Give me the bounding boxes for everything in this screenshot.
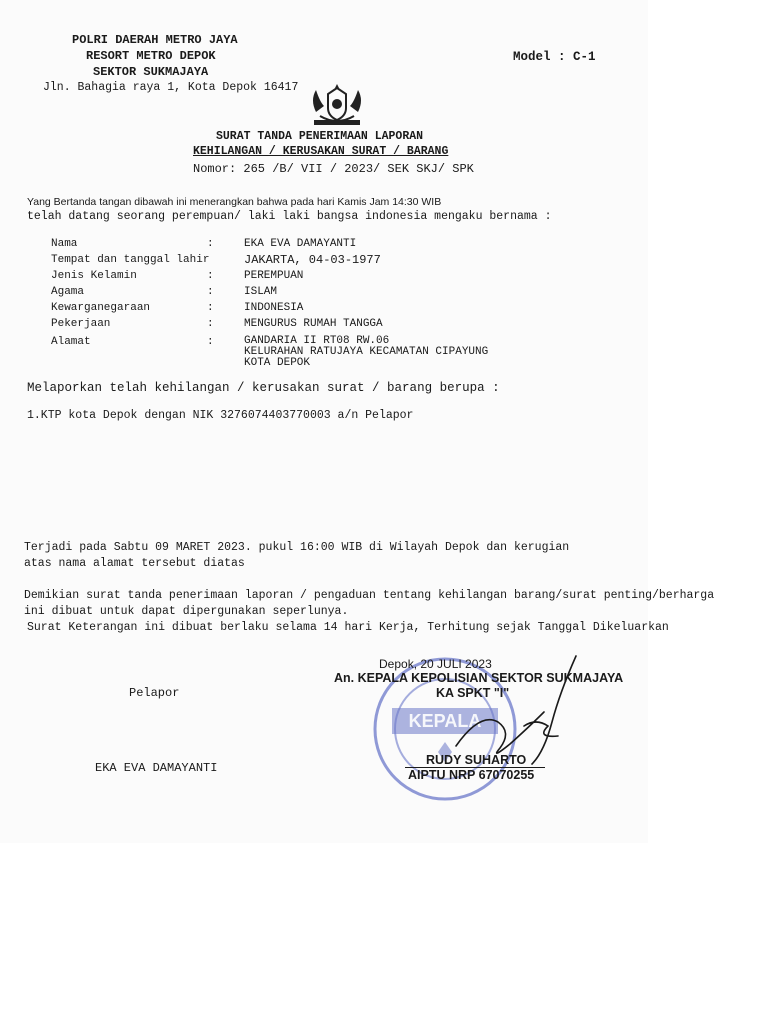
label-gender: Jenis Kelamin — [51, 270, 137, 282]
stamp-label: KEPALA — [408, 711, 482, 731]
report-item-1: 1.KTP kota Depok dengan NIK 3276074403770003 a/n Pelapor — [27, 409, 414, 422]
reporter-label: Pelapor — [129, 686, 180, 700]
label-birth: Tempat dan tanggal lahir — [51, 254, 210, 266]
doc-number: Nomor: 265 /B/ VII / 2023/ SEK SKJ/ SPK — [193, 162, 474, 176]
event-line-2: atas nama alamat tersebut diatas — [24, 557, 245, 570]
value-name: EKA EVA DAMAYANTI — [244, 238, 357, 250]
value-address-line-2: KELURAHAN RATUJAYA KECAMATAN CIPAYUNG — [244, 346, 489, 358]
colon: : — [207, 270, 214, 282]
label-nationality: Kewarganegaraan — [51, 302, 151, 314]
doc-title-line-2: KEHILANGAN / KERUSAKAN SURAT / BARANG — [193, 145, 449, 158]
value-religion: ISLAM — [244, 286, 278, 298]
report-heading: Melaporkan telah kehilangan / kerusakan surat / barang berupa : — [27, 381, 500, 395]
police-emblem-icon — [306, 82, 368, 128]
form-model: Model : C-1 — [513, 50, 596, 64]
officer-title-1: An. KEPALA KEPOLISIAN SEKTOR SUKMAJAYA — [334, 671, 624, 685]
colon: : — [207, 238, 214, 250]
closing-line-2: ini dibuat untuk dapat dipergunakan seperlunya. — [24, 605, 349, 618]
org-line-1: POLRI DAERAH METRO JAYA — [72, 33, 238, 47]
intro-line-2: telah datang seorang perempuan/ laki laki bangsa indonesia mengaku bernama : — [27, 210, 552, 223]
colon: : — [207, 286, 214, 298]
label-occupation: Pekerjaan — [51, 318, 111, 330]
office-address: Jln. Bahagia raya 1, Kota Depok 16417 — [43, 81, 299, 94]
label-religion: Agama — [51, 286, 85, 298]
label-name: Nama — [51, 238, 78, 250]
closing-line-3: Surat Keterangan ini dibuat berlaku selama 14 hari Kerja, Terhitung sejak Tanggal Dikeluarkan — [27, 621, 669, 634]
place-date: Depok, 20 JULI 2023 — [379, 657, 492, 671]
doc-title-line-1: SURAT TANDA PENERIMAAN LAPORAN — [216, 130, 424, 143]
org-line-2: RESORT METRO DEPOK — [86, 49, 216, 63]
value-birth: JAKARTA, 04-03-1977 — [244, 253, 381, 267]
officer-nrp: AIPTU NRP 67070255 — [408, 768, 535, 782]
org-line-3: SEKTOR SUKMAJAYA — [93, 65, 209, 79]
value-occupation: MENGURUS RUMAH TANGGA — [244, 318, 383, 330]
colon: : — [207, 302, 214, 314]
label-address: Alamat — [51, 336, 91, 348]
colon: : — [207, 318, 214, 330]
colon: : — [207, 336, 214, 348]
reporter-name: EKA EVA DAMAYANTI — [95, 761, 218, 775]
value-address-line-1: GANDARIA II RT08 RW.06 — [244, 335, 390, 347]
value-nationality: INDONESIA — [244, 302, 304, 314]
intro-line-1: Yang Bertanda tangan dibawah ini menerangkan bahwa pada hari Kamis Jam 14:30 WIB — [27, 196, 442, 208]
event-line-1: Terjadi pada Sabtu 09 MARET 2023. pukul 16:00 WIB di Wilayah Depok dan kerugian — [24, 541, 570, 554]
officer-title-2: KA SPKT "I" — [436, 686, 510, 700]
value-address-line-3: KOTA DEPOK — [244, 357, 311, 369]
officer-name: RUDY SUHARTO — [426, 753, 527, 767]
value-gender: PEREMPUAN — [244, 270, 304, 282]
closing-line-1: Demikian surat tanda penerimaan laporan / pengaduan tentang kehilangan barang/surat penting/berharga — [24, 589, 715, 602]
